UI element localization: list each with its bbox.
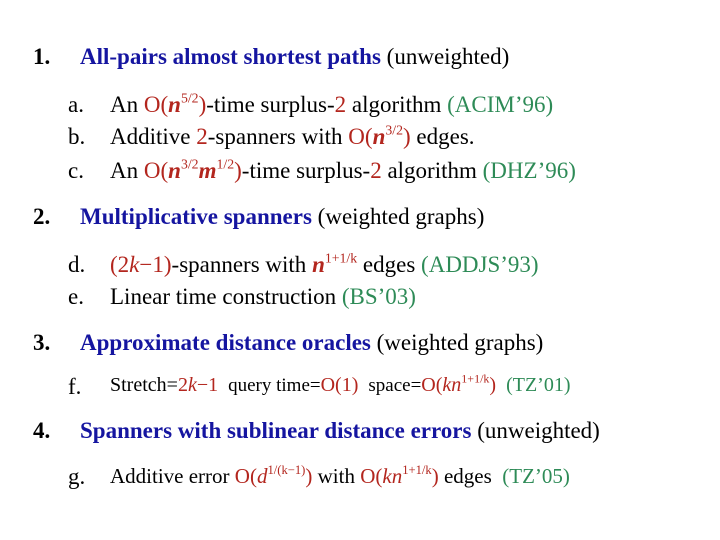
item-text: ) [489,374,497,396]
section-title: Approximate distance oracles [80,330,371,355]
item-text: Additive [110,124,197,149]
item-text: −1 [196,374,219,396]
section-title: Spanners with sublinear distance errors [80,418,472,443]
item-text: n [168,92,181,117]
item-text: 5/2 [180,90,199,106]
section-heading [80,204,484,230]
item-marker: e. [68,284,84,309]
section-qualifier: (weighted graphs) [376,330,544,355]
section-qualifier: (unweighted) [477,418,600,443]
section-number: 3. [33,330,51,355]
item-text: 3/2 [385,122,403,138]
item-text: edges. [410,124,475,149]
item-text: ) [234,158,242,183]
section-number: 4. [33,418,51,443]
item-text: query time= [228,375,321,396]
item-text: O( [143,158,169,183]
item-text: k [129,252,140,277]
item-text: (ACIM’96) [447,92,554,117]
item-text: 1+1/k [461,371,490,386]
list-item [110,464,570,488]
item-text: (DHZ’96) [482,158,576,183]
item-text: ) [198,92,207,117]
item-text: d [256,464,268,488]
item-text: algorithm [381,158,483,183]
item-text: (BS’03) [341,284,416,309]
item-text: n [312,252,325,277]
item-marker: b. [68,124,86,149]
list-item [110,124,475,150]
item-text: -spanners with [171,252,313,277]
list-item [110,158,576,184]
section-title: Multiplicative spanners [80,204,312,229]
item-text: O( [348,124,373,149]
item-text: kn [442,374,462,396]
list-item [110,252,539,278]
item-text: 2 [196,124,208,149]
section-qualifier: (weighted graphs) [317,204,485,229]
section-qualifier: (unweighted) [386,44,510,69]
item-text: 1+1/k [402,463,432,478]
item-text: m [198,158,217,183]
item-text: (ADDJS’93) [421,252,539,277]
section-title: All-pairs almost shortest paths [80,44,381,69]
item-text: kn [382,464,403,488]
item-text: (2 [110,252,130,277]
item-text: -time surplus- [206,92,335,117]
item-text: 1/(k−1) [267,463,306,478]
item-text: O( [360,464,383,488]
item-marker: d. [68,252,86,277]
item-text: 3/2 [180,156,199,172]
item-text: (TZ’01) [506,374,571,396]
item-text: 1+1/k [324,250,358,266]
item-text: edges [438,464,498,488]
list-item [110,284,416,310]
item-marker: f. [68,374,82,399]
section-heading [80,418,600,444]
section-number: 1. [33,44,51,69]
item-text: -time surplus- [241,158,371,183]
item-text: −1) [139,252,172,277]
item-text: O( [143,92,169,117]
item-text: An [110,92,144,117]
item-text: O(1) [320,374,359,396]
item-text: ) [305,464,313,488]
item-marker: c. [68,158,84,183]
item-text: Linear time construction [110,284,342,309]
item-text: O( [421,374,443,396]
item-text: k [187,374,197,396]
item-text: ) [403,124,411,149]
item-text: -spanners with [207,124,349,149]
item-text: n [372,124,386,149]
item-text: (TZ’05) [502,464,570,488]
section-heading [80,44,509,70]
item-text: O( [234,464,257,488]
item-text: An [110,158,144,183]
item-text: algorithm [346,92,448,117]
item-text: edges [357,252,422,277]
item-text: 1/2 [216,156,235,172]
item-text: space= [368,375,422,396]
item-text: n [168,158,181,183]
item-text: with [312,464,361,488]
section-number: 2. [33,204,51,229]
list-item [110,371,571,397]
section-heading [80,330,543,356]
list-item [110,92,553,118]
item-marker: a. [68,92,84,117]
item-text: Stretch= [110,374,178,396]
item-text: 2 [177,374,188,396]
item-marker: g. [68,464,86,489]
item-text: 2 [370,158,382,183]
item-text: 2 [334,92,347,117]
item-text: Additive error [110,464,235,488]
item-text: ) [431,464,439,488]
